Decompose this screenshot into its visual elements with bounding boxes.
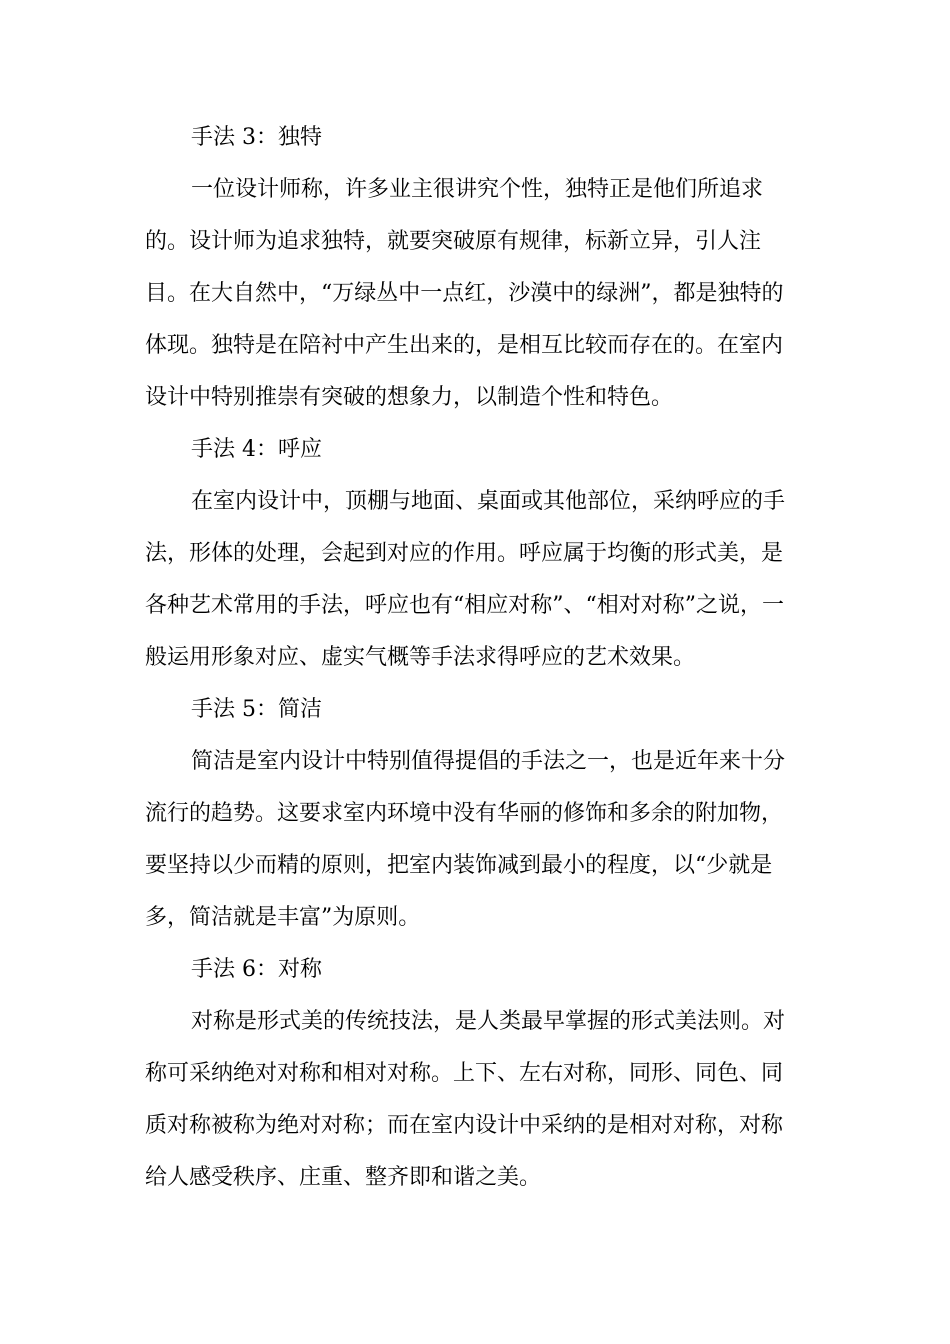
paragraph-line: 的。设计师为追求独特，就要突破原有规律，标新立异，引人注 [145, 229, 762, 254]
paragraph-line: 要坚持以少而精的原则，把室内装饰减到最小的程度，以“少就是 [145, 853, 773, 878]
paragraph-line: 般运用形象对应、虚实气概等手法求得呼应的艺术效果。 [145, 645, 696, 670]
paragraph-line: 多，简洁就是丰富”为原则。 [145, 905, 421, 930]
paragraph-line: 流行的趋势。这要求室内环境中没有华丽的修饰和多余的附加物， [145, 801, 784, 826]
section-paragraph-4 [145, 476, 805, 684]
paragraph-line: 法，形体的处理，会起到对应的作用。呼应属于均衡的形式美，是 [145, 541, 784, 566]
paragraph-line: 简洁是室内设计中特别值得提倡的手法之一，也是近年来十分 [191, 749, 786, 774]
paragraph-line: 称可采纳绝对对称和相对对称。上下、左右对称，同形、同色、同 [145, 1061, 784, 1086]
paragraph-line: 质对称被称为绝对对称；而在室内设计中采纳的是相对对称，对称 [145, 1113, 784, 1138]
paragraph-line: 给人感受秩序、庄重、整齐即和谐之美。 [145, 1165, 542, 1190]
section-paragraph-5 [145, 736, 805, 944]
section-paragraph-6 [145, 996, 805, 1204]
section-paragraph-3 [145, 164, 805, 424]
paragraph-line: 目。在大自然中，“万绿丛中一点红，沙漠中的绿洲”，都是独特的 [145, 281, 784, 306]
paragraph-line: 在室内设计中，顶棚与地面、桌面或其他部位，采纳呼应的手 [191, 489, 786, 514]
section-heading-5: 手法 5：简洁 [191, 697, 322, 722]
paragraph-line: 各种艺术常用的手法，呼应也有“相应对称”、“相对对称”之说，一 [145, 593, 784, 618]
paragraph-line: 设计中特别推崇有突破的想象力，以制造个性和特色。 [145, 385, 674, 410]
section-heading-3: 手法 3：独特 [191, 125, 322, 150]
section-heading-4: 手法 4：呼应 [191, 437, 322, 462]
document-page [145, 112, 805, 1204]
paragraph-line: 对称是形式美的传统技法，是人类最早掌握的形式美法则。对 [191, 1009, 786, 1034]
paragraph-line: 一位设计师称，许多业主很讲究个性，独特正是他们所追求 [191, 177, 764, 202]
paragraph-line: 体现。独特是在陪衬中产生出来的，是相互比较而存在的。在室内 [145, 333, 784, 358]
section-heading-6: 手法 6：对称 [191, 957, 322, 982]
